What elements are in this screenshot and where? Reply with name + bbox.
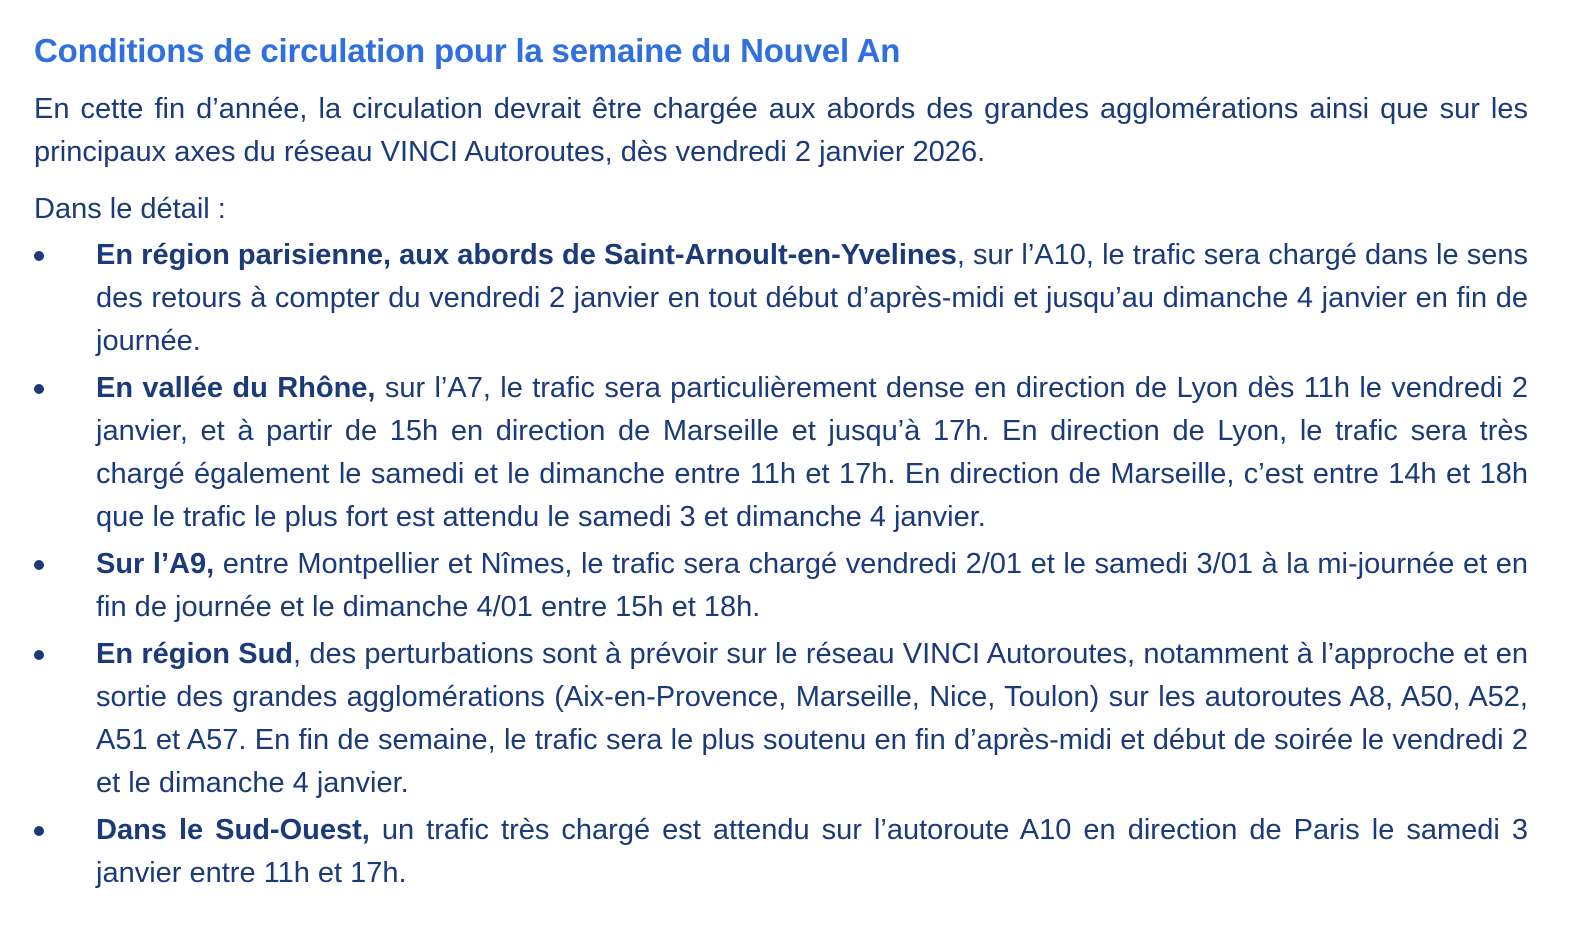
item-text: , des perturbations sont à prévoir sur le réseau VINCI Autoroutes, notamment à l’approche et en sortie des grandes agglomérations (Aix-en-Provence, Marseille, Nice, Toulon) sur les autoroutes A8, A50, A52, A51 et A57. En fin de semaine, le trafic sera le plus soutenu en fin d’après-midi et début de soirée le vendredi 2 et le dimanche 4 janvier. <box>96 638 1528 799</box>
region-label: En vallée du Rhône, <box>96 372 376 404</box>
list-item <box>34 367 1528 539</box>
region-label: En région Sud <box>96 638 294 670</box>
list-item <box>34 234 1528 363</box>
page-title: Conditions de circulation pour la semaine du Nouvel An <box>34 32 901 69</box>
traffic-list <box>34 234 1528 895</box>
item-text: , sur l’A10, le trafic sera chargé dans le sens des retours à compter du vendredi 2 janvier en tout début d’après-midi et jusqu’au dimanche 4 janvier en fin de journée. <box>96 239 1528 357</box>
list-item <box>34 633 1528 805</box>
bullet-icon <box>34 384 44 394</box>
region-label: En région parisienne, aux abords de Saint-Arnoult-en-Yvelines <box>96 239 957 271</box>
item-text: un trafic très chargé est attendu sur l’autoroute A10 en direction de Paris le samedi 3 janvier entre 11h et 17h. <box>96 814 1528 889</box>
bullet-icon <box>34 826 44 836</box>
region-label: Sur l’A9, <box>96 548 215 580</box>
item-text: entre Montpellier et Nîmes, le trafic sera chargé vendredi 2/01 et le samedi 3/01 à la mi-journée et en fin de journée et le dimanche 4/01 entre 15h et 18h. <box>96 548 1528 623</box>
intro-paragraph: En cette fin d’année, la circulation devrait être chargée aux abords des grandes agglomérations ainsi que sur les principaux axes du réseau VINCI Autoroutes, dès vendredi 2 janvier 2026. <box>34 93 1528 168</box>
item-text: sur l’A7, le trafic sera particulièrement dense en direction de Lyon dès 11h le vendredi 2 janvier, et à partir de 15h en direction de Marseille et jusqu’à 17h. En direction de Lyon, le trafic sera très chargé également le samedi et le dimanche entre 11h et 17h. En direction de Marseille, c’est entre 14h et 18h que le trafic le plus fort est attendu le samedi 3 et dimanche 4 janvier. <box>96 372 1529 533</box>
bullet-icon <box>34 650 44 660</box>
region-label: Dans le Sud-Ouest, <box>96 814 370 846</box>
bullet-icon <box>34 251 44 261</box>
bullet-icon <box>34 560 44 570</box>
list-item <box>34 809 1528 895</box>
detail-lead: Dans le détail : <box>34 193 226 225</box>
document-page <box>34 28 1528 899</box>
list-item <box>34 543 1528 629</box>
